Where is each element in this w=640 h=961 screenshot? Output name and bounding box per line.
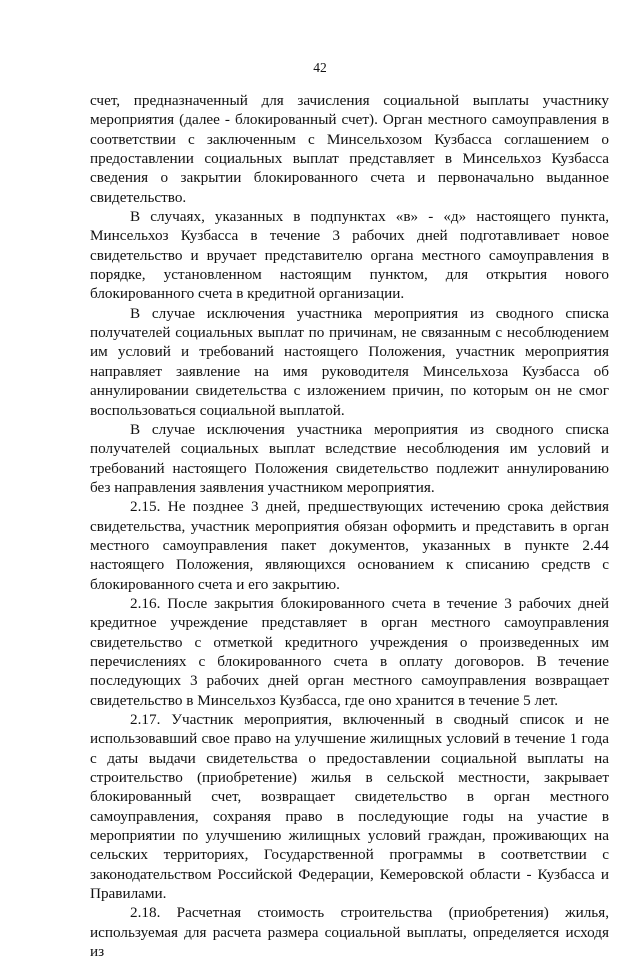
paragraph-2-17: 2.17. Участник мероприятия, включенный в сводный список и не использовавший свое право на улучшение жилищных условий в течение 1 года с даты выдачи свидетельства о предоставлении социальной выплаты на строительство (приобретение) жилья в сельской местности, закрывает блокированный счет, возвращает свидетельство в орган местного самоуправления, сохраняя право в последующие годы на участие в мероприятии по улучшению жилищных условий граждан, проживающих на сельских территориях, Государственной программы в соответствии с законодательством Российской Федерации, Кемеровской области - Кузбасса и Правилами. (90, 711, 609, 903)
document-body (90, 91, 609, 961)
page-number: 42 (313, 60, 327, 75)
paragraph-exclusion-noncompliance: В случае исключения участника мероприятия из сводного списка получателей социальных выплат вследствие несоблюдения им условий и требований настоящего Положения свидетельство подлежит аннулированию без направления заявления участником мероприятия. (90, 420, 609, 496)
paragraph-new-certificate: В случаях, указанных в подпунктах «в» - «д» настоящего пункта, Минсельхоз Кузбасса в течение 3 рабочих дней подготавливает новое свидетельство и вручает представителю органа местного самоуправления в порядке, установленном настоящим пунктом, для открытия нового блокированного счета в кредитной организации. (90, 208, 609, 303)
paragraph-continuation: счет, предназначенный для зачисления социальной выплаты участнику мероприятия (далее - блокированный счет). Орган местного самоуправления в соответствии с заключенным с Минсельхозом Кузбасса соглашением о предоставлении социальных выплат представляет в Минсельхоз Кузбасса сведения о закрытии блокированного счета и первоначально выданное свидетельство. (90, 92, 609, 206)
paragraph-exclusion-voluntary: В случае исключения участника мероприятия из сводного списка получателей социальных выплат по причинам, не связанным с несоблюдением им условий и требований настоящего Положения, участник мероприятия направляет заявление на имя руководителя Минсельхоза Кузбасса об аннулировании свидетельства с изложением причин, по которым он не смог воспользоваться социальной выплатой. (90, 304, 609, 419)
paragraph-2-18: 2.18. Расчетная стоимость строительства (приобретения) жилья, используемая для расчета размера социальной выплаты, определяется исходя из (90, 904, 609, 961)
paragraph-2-15: 2.15. Не позднее 3 дней, предшествующих истечению срока действия свидетельства, участник мероприятия обязан оформить и представить в орган местного самоуправления пакет документов, указанных в пункте 2.44 настоящего Положения, являющихся основанием к списанию средств с блокированного счета и его закрытию. (90, 498, 609, 593)
paragraph-2-16: 2.16. После закрытия блокированного счета в течение 3 рабочих дней кредитное учреждение представляет в орган местного самоуправления свидетельство с отметкой кредитного учреждения о произведенных им перечислениях с блокированного счета в оплату договоров. В течение последующих 3 рабочих дней орган местного самоуправления возвращает свидетельство в Минсельхоз Кузбасса, где оно хранится в течение 5 лет. (90, 594, 609, 709)
